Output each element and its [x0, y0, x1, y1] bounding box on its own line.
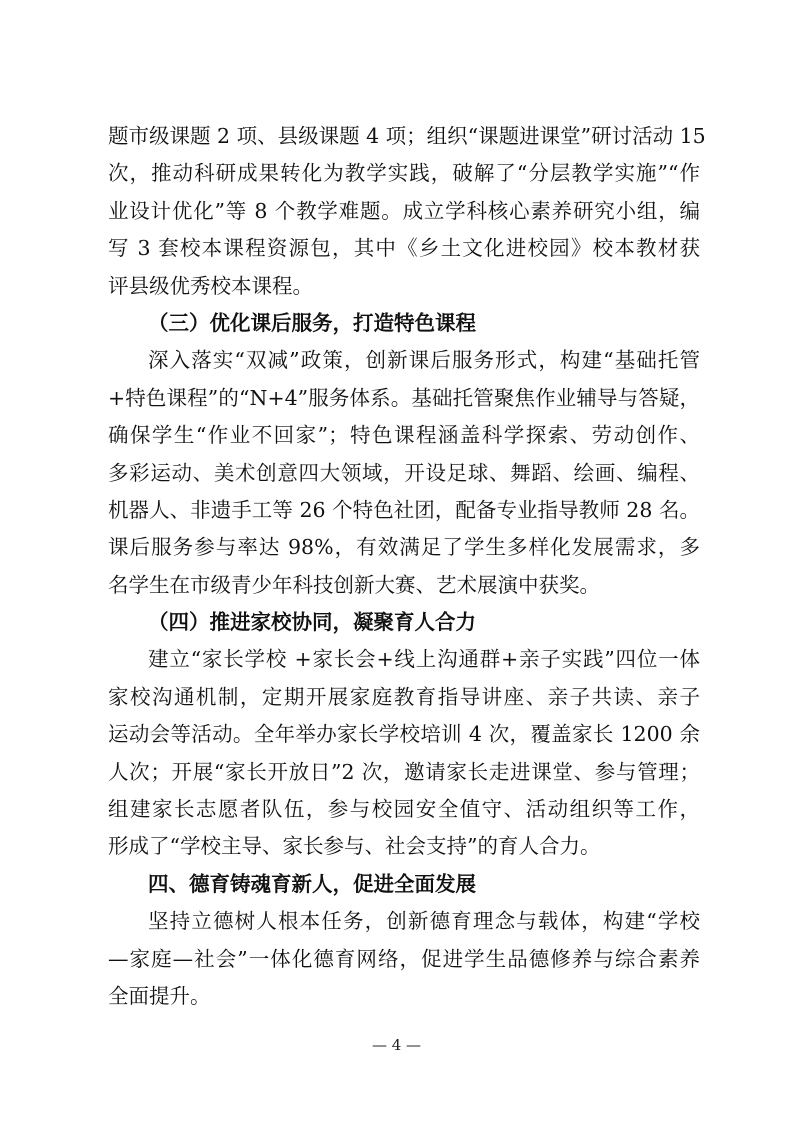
- text-line: 形成了“学校主导、家长参与、社会支持”的育人合力。: [108, 834, 601, 859]
- section-heading: [108, 604, 700, 641]
- paragraph: [108, 641, 700, 865]
- text-line: 家校沟通机制，定期开展家庭教育指导讲座、亲子共读、亲子: [108, 684, 700, 709]
- section-heading: [108, 866, 700, 903]
- text-line: 次，推动科研成果转化为教学实践，破解了“分层教学实施”“作: [108, 161, 700, 186]
- paragraph: [108, 342, 700, 604]
- text-line: 全面提升。: [108, 983, 211, 1008]
- heading-text: 四、德育铸魂育新人，促进全面发展: [148, 871, 476, 896]
- heading-text: （三）优化课后服务，打造特色课程: [148, 310, 476, 335]
- text-line: 深入落实“双减”政策，创新课后服务形式，构建“基础托管: [148, 348, 700, 373]
- text-line: +特色课程”的“N+4”服务体系。基础托管聚焦作业辅导与答疑，: [108, 385, 700, 410]
- heading-text: （四）推进家校协同，凝聚育人合力: [148, 610, 476, 635]
- text-line: 运动会等活动。全年举办家长学校培训 4 次，覆盖家长 1200 余: [108, 722, 700, 747]
- text-line: 评县级优秀校本课程。: [108, 273, 313, 298]
- text-line: 多彩运动、美术创意四大领域，开设足球、舞蹈、绘画、编程、: [108, 460, 700, 485]
- text-line: 确保学生“作业不回家”；特色课程涵盖科学探索、劳动创作、: [108, 423, 700, 448]
- paragraph: [108, 118, 706, 305]
- text-line: 人次；开展“家长开放日”2 次，邀请家长走进课堂、参与管理；: [108, 759, 700, 784]
- text-line: 坚持立德树人根本任务，创新德育理念与载体，构建“学校: [148, 909, 700, 934]
- text-line: 建立“家长学校 +家长会+线上沟通群+亲子实践”四位一体: [148, 647, 700, 672]
- text-line: 组建家长志愿者队伍，参与校园安全值守、活动组织等工作，: [108, 797, 700, 822]
- text-line: 机器人、非遗手工等 26 个特色社团，配备专业指导教师 28 名。: [108, 497, 700, 522]
- text-line: 业设计优化”等 8 个教学难题。成立学科核心素养研究小组，编: [108, 198, 700, 223]
- section-heading: [108, 305, 700, 342]
- text-line: —家庭—社会”一体化德育网络，促进学生品德修养与综合素养: [108, 946, 700, 971]
- paragraph: [108, 903, 700, 1015]
- text-line: 名学生在市级青少年科技创新大赛、艺术展演中获奖。: [108, 572, 600, 597]
- document-body: [108, 118, 706, 1015]
- text-line: 写 3 套校本课程资源包，其中《乡土文化进校园》校本教材获: [108, 236, 700, 261]
- text-line: 课后服务参与率达 98%，有效满足了学生多样化发展需求，多: [108, 535, 700, 560]
- page-number: — 4 —: [371, 1036, 422, 1054]
- text-line: 题市级课题 2 项、县级课题 4 项；组织“课题进课堂”研讨活动 15: [108, 124, 706, 148]
